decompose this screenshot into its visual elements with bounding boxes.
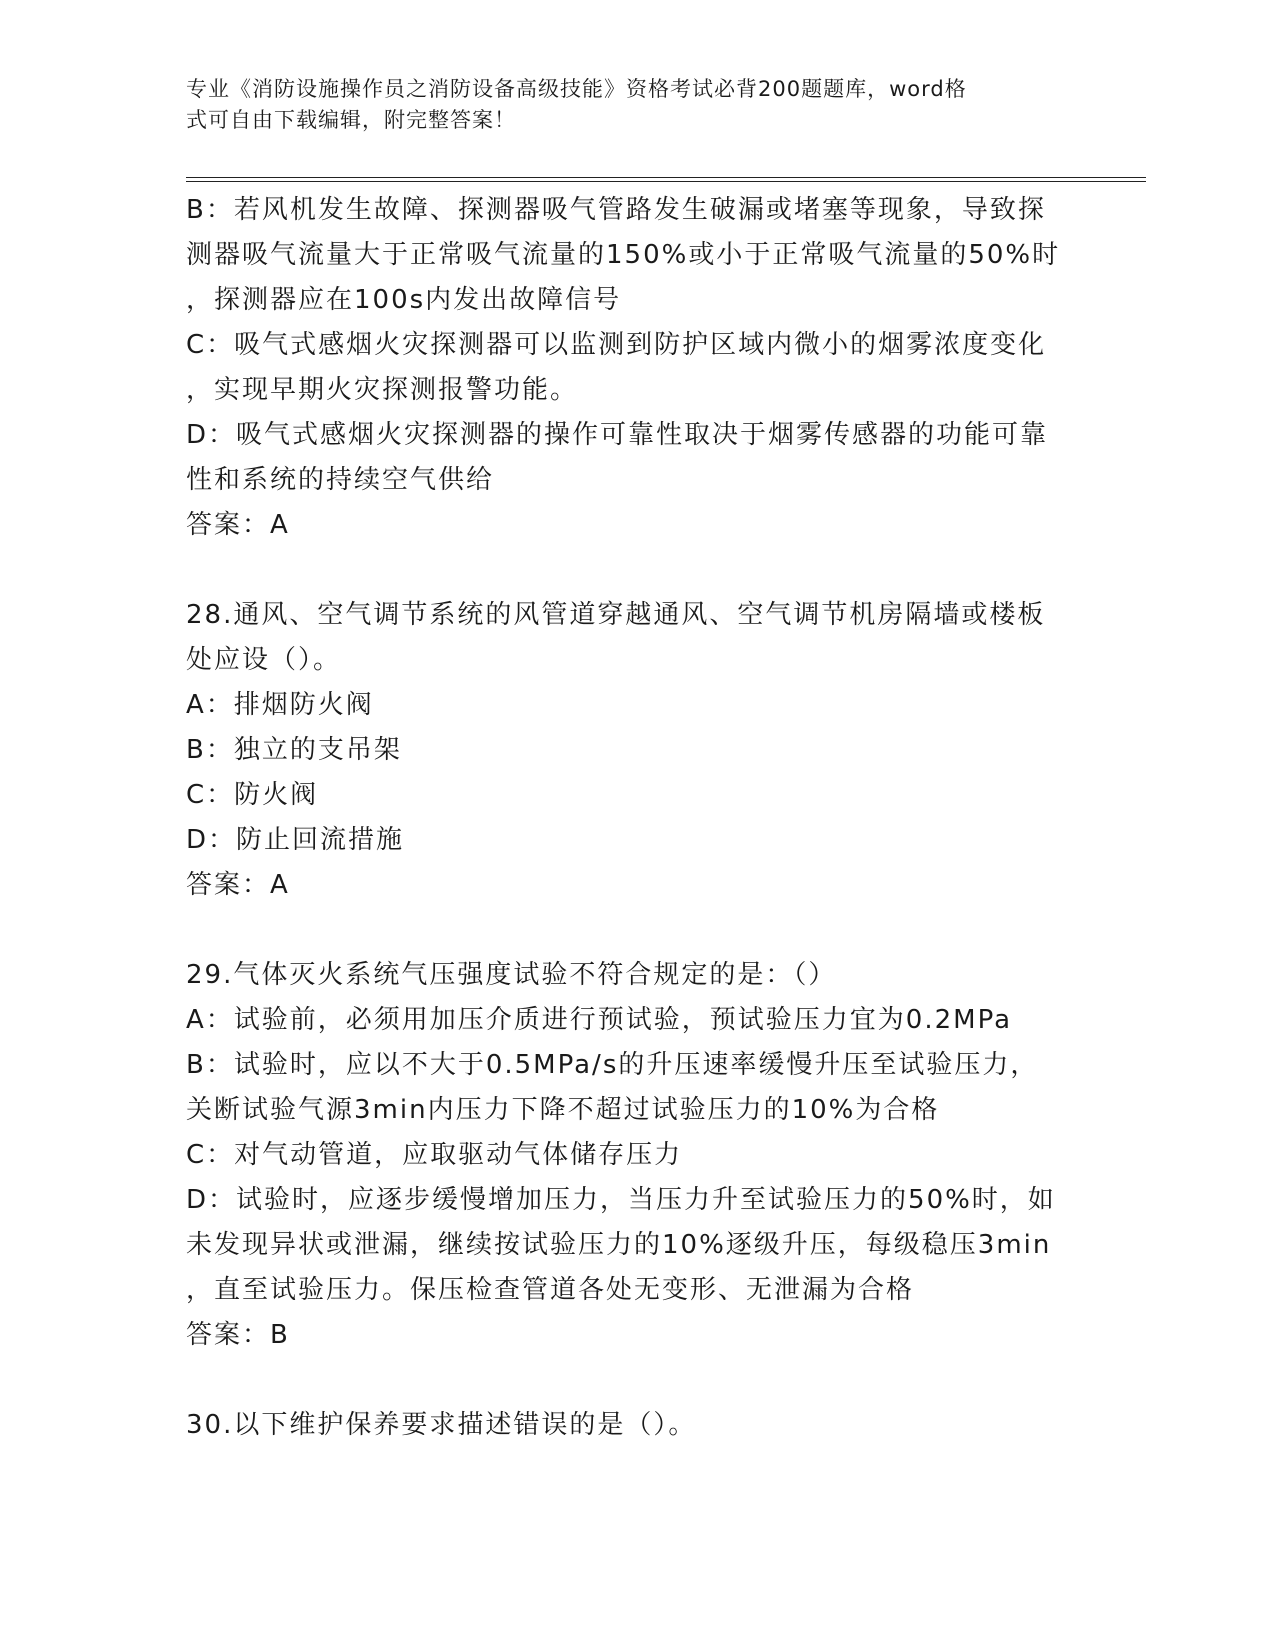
question-text-line: 30.以下维护保养要求描述错误的是（）。 (186, 1410, 697, 1440)
option-a-line: A：试验前，必须用加压介质进行预试验，预试验压力宜为0.2MPa (186, 1005, 1013, 1035)
option-d: D：防止回流措施 (186, 825, 405, 855)
header-double-rule (186, 177, 1146, 182)
answer-label: 答案：B (186, 1320, 290, 1350)
option-b: B：独立的支吊架 (186, 735, 402, 765)
option-d-line: ，直至试验压力。保压检查管道各处无变形、无泄漏为合格 (186, 1275, 915, 1305)
answer-label: 答案：A (186, 870, 290, 900)
spacer (186, 1358, 1066, 1403)
header-title-line-1: 专业《消防设施操作员之消防设备高级技能》资格考试必背200题题库，word格 (186, 77, 967, 101)
question-content (186, 188, 1066, 1448)
question-text-line: 29.气体灭火系统气压强度试验不符合规定的是：（） (186, 960, 837, 990)
spacer (186, 908, 1066, 953)
option-d-line: 未发现异状或泄漏，继续按试验压力的10%逐级升压，每级稳压3min (186, 1230, 1052, 1260)
option-d-line: D：试验时，应逐步缓慢增加压力，当压力升至试验压力的50%时，如 (186, 1185, 1056, 1215)
option-c: C：防火阀 (186, 780, 319, 810)
question-30 (186, 1403, 1066, 1448)
question-27-tail (186, 188, 1066, 548)
header-title-line-2: 式可自由下载编辑，附完整答案！ (186, 108, 516, 132)
question-text-line: 处应设（）。 (186, 645, 342, 675)
option-a: A：排烟防火阀 (186, 690, 374, 720)
question-text-line: 28.通风、空气调节系统的风管道穿越通风、空气调节机房隔墙或楼板 (186, 600, 1046, 630)
question-29 (186, 953, 1066, 1358)
option-c-line: ，实现早期火灾探测报警功能。 (186, 375, 579, 405)
option-b-line: B：试验时，应以不大于0.5MPa/s的升压速率缓慢升压至试验压力， (186, 1050, 1039, 1080)
option-d-line: 性和系统的持续空气供给 (186, 465, 495, 495)
option-c-line: C：吸气式感烟火灾探测器可以监测到防护区域内微小的烟雾浓度变化 (186, 330, 1047, 360)
option-b-line: B：若风机发生故障、探测器吸气管路发生破漏或堵塞等现象，导致探 (186, 195, 1046, 225)
question-28 (186, 593, 1066, 908)
document-header (186, 74, 1066, 136)
answer-label: 答案：A (186, 510, 290, 540)
option-d-line: D：吸气式感烟火灾探测器的操作可靠性取决于烟雾传感器的功能可靠 (186, 420, 1049, 450)
option-c-line: C：对气动管道，应取驱动气体储存压力 (186, 1140, 683, 1170)
option-b-line: 测器吸气流量大于正常吸气流量的150%或小于正常吸气流量的50%时 (186, 240, 1061, 270)
option-b-line: ，探测器应在100s内发出故障信号 (186, 285, 622, 315)
spacer (186, 548, 1066, 593)
option-b-line: 关断试验气源3min内压力下降不超过试验压力的10%为合格 (186, 1095, 940, 1125)
